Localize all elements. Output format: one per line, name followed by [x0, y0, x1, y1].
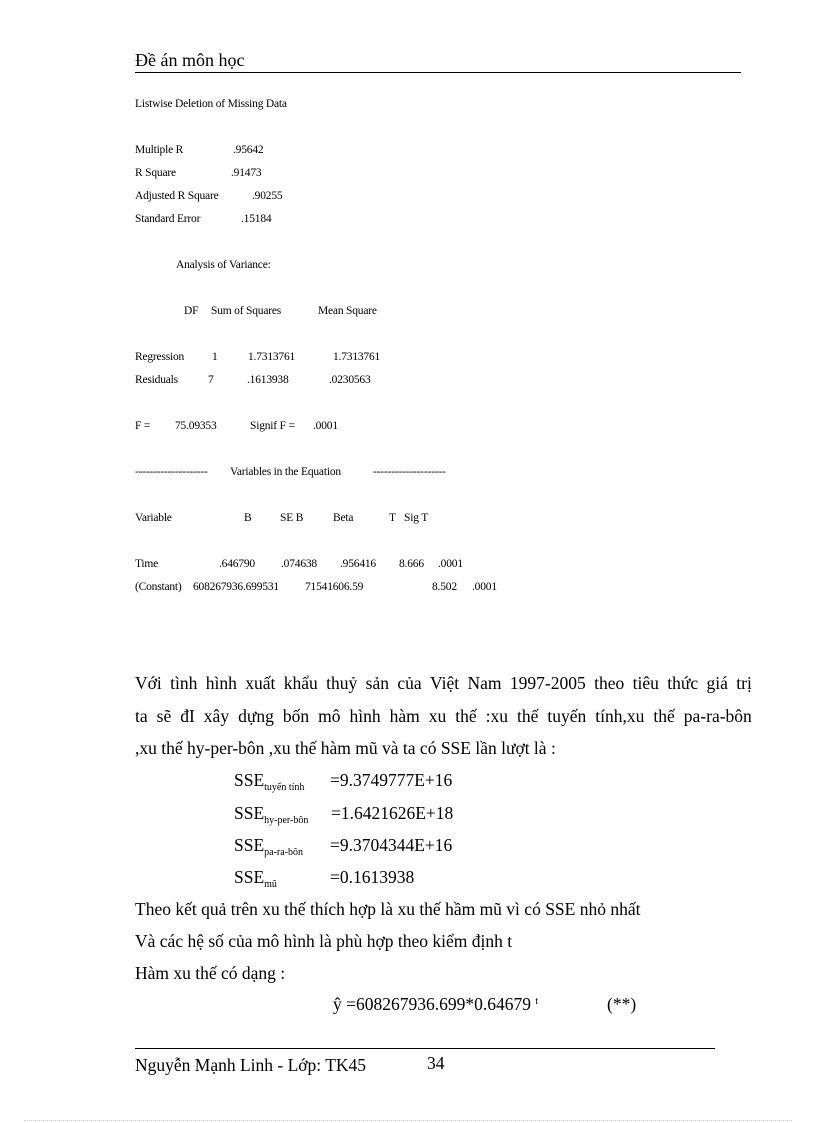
vars-dashes-right: -------------------- [373, 466, 446, 478]
sse-base: SSE [234, 867, 265, 887]
stat-label: Standard Error [135, 213, 201, 225]
paragraph-word: thế [653, 706, 675, 726]
sse-value: =9.3704344E+16 [330, 835, 453, 855]
paragraph-word: Với [135, 673, 162, 693]
coef-row-b: .646790 [219, 558, 255, 570]
paragraph-line-3: ,xu thế hy-per-bôn ,xu thế hàm mũ và ta có SSE lần lượt là : [135, 738, 556, 758]
signif-label: Signif F = [250, 420, 295, 432]
coef-row-b: 608267936.699531 [193, 581, 279, 593]
paragraph-word: của [397, 673, 422, 693]
page-header-title: Đề án môn học [135, 50, 245, 70]
page-edge [24, 1120, 792, 1121]
coef-header-beta: Beta [333, 512, 354, 524]
paragraph-word: sản [365, 673, 389, 693]
anova-row-ss: .1613938 [247, 374, 289, 386]
footer-rule [135, 1048, 715, 1049]
anova-row-name: Regression [135, 351, 185, 363]
anova-row-ms: .0230563 [329, 374, 371, 386]
coef-row-sig: .0001 [472, 581, 497, 593]
paragraph-word: tuyến [547, 706, 587, 726]
vars-title: Variables in the Equation [230, 466, 341, 478]
paragraph-word: đI [180, 706, 195, 726]
f-label: F = [135, 420, 151, 432]
paragraph-word: :xu [485, 706, 508, 726]
paragraph-word: tình [170, 673, 198, 693]
coef-row-seb: 71541606.59 [305, 581, 364, 593]
paragraph-word: mô [318, 706, 341, 726]
footer-author: Nguyễn Mạnh Linh - Lớp: TK45 [135, 1055, 367, 1075]
listwise-note: Listwise Deletion of Missing Data [135, 98, 287, 110]
sse-subscript: pa-ra-bôn [264, 847, 304, 858]
page-number: 34 [427, 1053, 445, 1073]
coef-header-variable: Variable [135, 512, 172, 524]
formula-tag: (**) [607, 994, 637, 1014]
sse-subscript: hy-per-bôn [264, 815, 309, 826]
coef-header-b: B [244, 512, 252, 524]
stat-label: Multiple R [135, 144, 184, 156]
sse-value: =0.1613938 [330, 867, 415, 887]
anova-title: Analysis of Variance: [176, 259, 271, 271]
anova-header-ss: Sum of Squares [211, 305, 282, 317]
anova-row-ms: 1.7313761 [333, 351, 381, 363]
paragraph-word: thế [516, 706, 539, 726]
sse-subscript: tuyến tính [264, 782, 305, 793]
coef-row-beta: .956416 [340, 558, 376, 570]
paragraph-word: tính,xu [595, 706, 645, 726]
sse-row-linear [234, 770, 452, 793]
conclusion-line-2: Và các hệ số của mô hình là phù hợp theo kiểm định t [135, 931, 513, 951]
coef-row-sig: .0001 [438, 558, 463, 570]
stat-label: Adjusted R Square [135, 190, 219, 202]
paragraph-line-2 [135, 706, 752, 727]
signif-value: .0001 [313, 420, 338, 432]
anova-header-ms: Mean Square [318, 305, 377, 317]
stat-value: .15184 [241, 213, 272, 225]
coef-header-sigt: Sig T [404, 512, 429, 524]
anova-row-df: 1 [212, 351, 218, 363]
stat-value: .91473 [231, 167, 262, 179]
paragraph-word: trị [736, 673, 752, 693]
paragraph-word: hàm [389, 706, 420, 726]
header-rule [135, 72, 741, 73]
paragraph-word: tiêu [632, 673, 659, 693]
formula-main: ŷ =608267936.699*0.64679 [333, 994, 531, 1014]
stat-value: .90255 [252, 190, 283, 202]
stat-value: .95642 [233, 144, 264, 156]
paragraph-word: khẩu [283, 673, 318, 693]
paragraph-word: thức [667, 673, 699, 693]
paragraph-word: bốn [282, 706, 310, 726]
anova-row-ss: 1.7313761 [248, 351, 296, 363]
coef-header-seb: SE B [280, 512, 304, 524]
paragraph-word: thế [455, 706, 477, 726]
paragraph-word: Việt [430, 673, 460, 693]
paragraph-word: sẽ [156, 706, 172, 726]
sse-base: SSE [234, 803, 265, 823]
paragraph-word: theo [594, 673, 625, 693]
paragraph-word: pa-ra-bôn [683, 706, 752, 726]
sse-subscript: mũ [264, 879, 277, 890]
sse-row-parabol [234, 835, 452, 858]
sse-base: SSE [234, 770, 265, 790]
paragraph-word: Nam [467, 673, 502, 693]
formula-exponent: t [535, 996, 539, 1007]
paragraph-word: giá [706, 673, 728, 693]
coef-row-t: 8.666 [399, 558, 424, 570]
paragraph-word: xây [203, 706, 230, 726]
stat-label: R Square [135, 167, 176, 179]
paragraph-word: 1997-2005 [509, 673, 586, 693]
trend-formula [333, 994, 538, 1015]
paragraph-word: xuất [245, 673, 276, 693]
anova-row-name: Residuals [135, 374, 178, 386]
coef-row-name: (Constant) [135, 581, 182, 593]
paragraph-word: hình [205, 673, 237, 693]
vars-dashes-left: -------------------- [135, 466, 208, 478]
anova-row-df: 7 [208, 374, 214, 386]
coef-header-t: T [389, 512, 396, 524]
coef-row-t: 8.502 [432, 581, 457, 593]
sse-row-hyperbol [234, 803, 453, 826]
sse-base: SSE [234, 835, 265, 855]
paragraph-line-1 [135, 673, 752, 694]
paragraph-word: xu [428, 706, 447, 726]
coef-row-seb: .074638 [281, 558, 317, 570]
anova-header-df: DF [184, 305, 199, 317]
sse-value: =1.6421626E+18 [331, 803, 454, 823]
sse-row-exponential [234, 867, 414, 890]
f-value: 75.09353 [175, 420, 217, 432]
paragraph-word: thuỷ [326, 673, 358, 693]
sse-value: =9.3749777E+16 [330, 770, 453, 790]
coef-row-name: Time [135, 558, 159, 570]
paragraph-word: dựng [238, 706, 274, 726]
paragraph-word: hình [349, 706, 381, 726]
paragraph-word: ta [135, 706, 148, 726]
conclusion-line-3: Hàm xu thế có dạng : [135, 963, 286, 983]
conclusion-line-1: Theo kết quả trên xu thế thích hợp là xu thế hầm mũ vì có SSE nhỏ nhất [135, 899, 641, 919]
